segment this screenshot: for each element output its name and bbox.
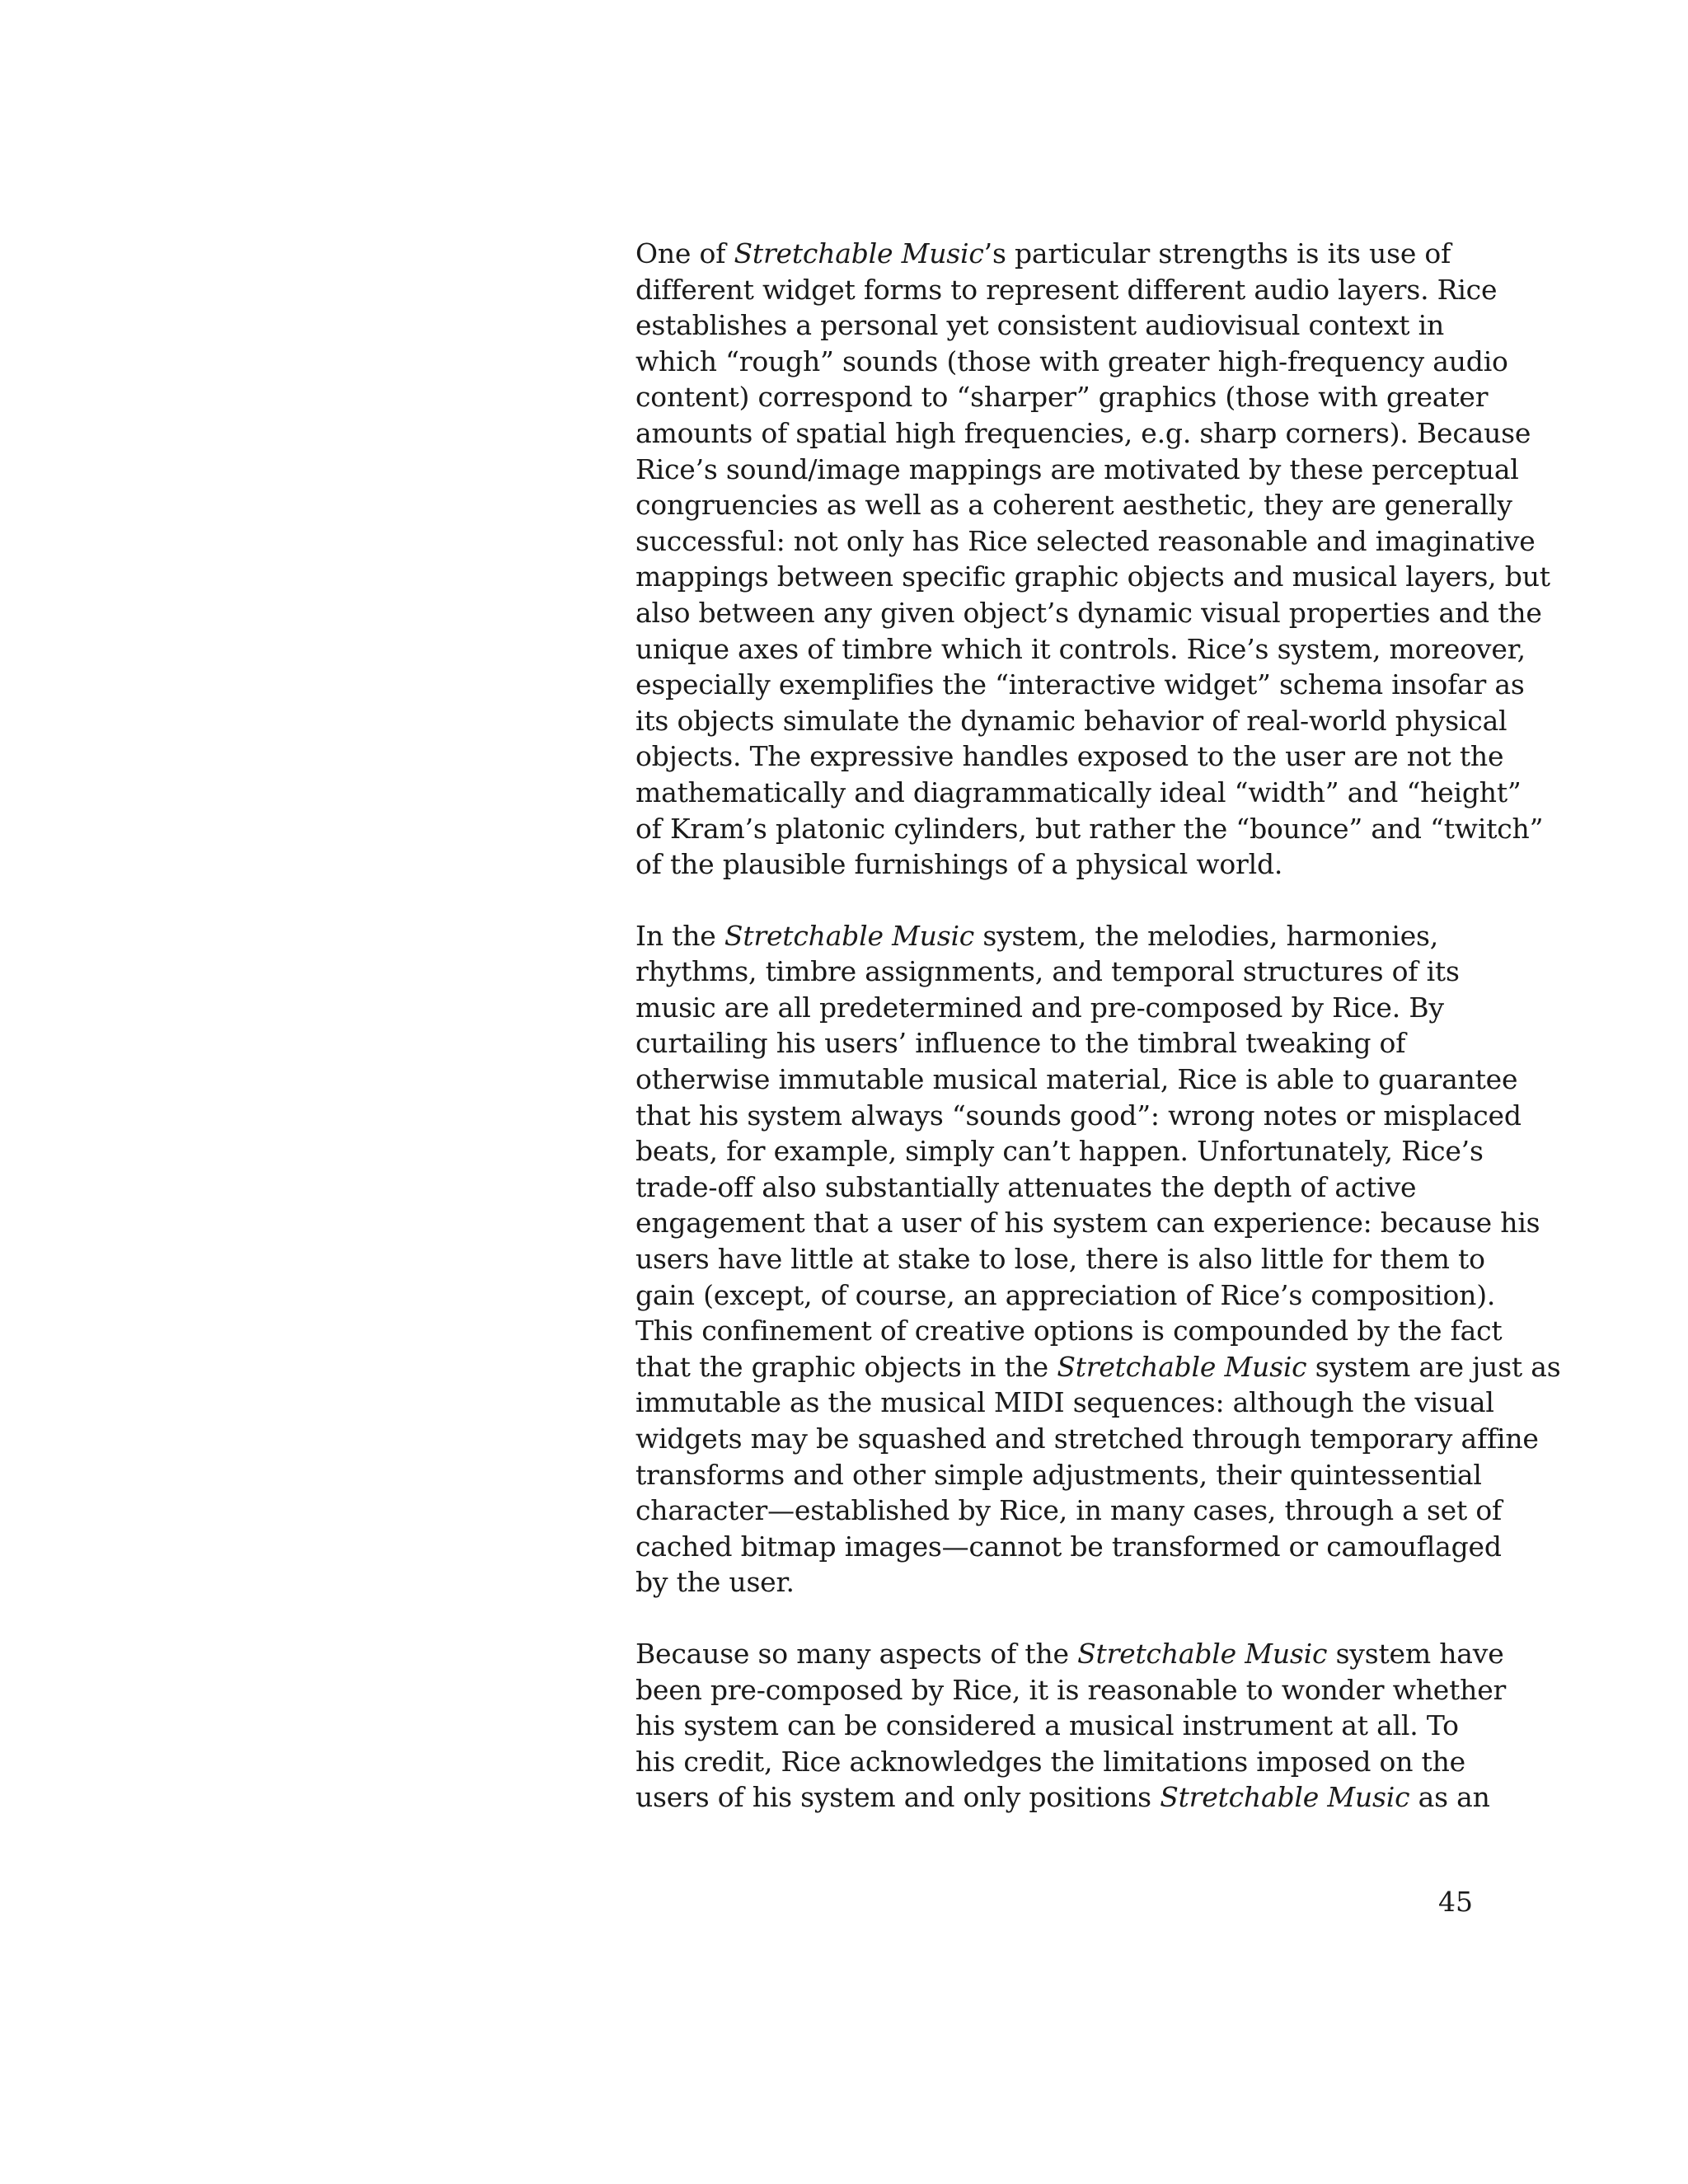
text-run: as an bbox=[1409, 1781, 1490, 1814]
text-line bbox=[635, 1779, 1490, 1816]
text-run: transforms and other simple adjustments, their quintessential bbox=[635, 1458, 1482, 1491]
text-run: also between any given object’s dynamic visual properties and the bbox=[635, 596, 1542, 629]
text-run: of the plausible furnishings of a physical world. bbox=[635, 848, 1283, 881]
text-line bbox=[635, 1564, 1476, 1601]
text-run: music are all predetermined and pre-composed by Rice. By bbox=[635, 991, 1444, 1024]
text-run: immutable as the musical MIDI sequences: although the visual bbox=[635, 1386, 1494, 1419]
text-run: ’s particular strengths is its use of bbox=[983, 237, 1451, 269]
text-run: that the graphic objects in the bbox=[635, 1350, 1057, 1383]
text-line bbox=[635, 1708, 1476, 1744]
text-run: Because so many aspects of the bbox=[635, 1637, 1078, 1670]
paragraph bbox=[635, 236, 1550, 883]
text-line bbox=[635, 595, 1542, 631]
text-run: system, the melodies, harmonies, bbox=[974, 919, 1439, 952]
text-line bbox=[635, 559, 1550, 595]
text-line bbox=[635, 523, 1536, 560]
body-text bbox=[635, 236, 1561, 1816]
text-run: content) correspond to “sharper” graphics (those with greater bbox=[635, 381, 1489, 414]
text-line bbox=[635, 1241, 1485, 1277]
page-number: 45 bbox=[1438, 1886, 1473, 1918]
italic-title: Stretchable Music bbox=[724, 919, 975, 952]
text-line bbox=[635, 1529, 1502, 1565]
text-line bbox=[635, 1636, 1504, 1672]
text-run: character—established by Rice, in many cases, through a set of bbox=[635, 1494, 1503, 1527]
text-run: different widget forms to represent different audio layers. Rice bbox=[635, 273, 1498, 306]
text-line bbox=[635, 954, 1476, 990]
text-run: rhythms, timbre assignments, and temporal structures of its bbox=[635, 955, 1460, 988]
text-run: engagement that a user of his system can experience: because his bbox=[635, 1207, 1540, 1240]
text-line bbox=[635, 379, 1489, 415]
text-run: been pre-composed by Rice, it is reasonable to wonder whether bbox=[635, 1673, 1507, 1706]
text-run: curtailing his users’ influence to the timbral tweaking of bbox=[635, 1027, 1406, 1060]
text-line bbox=[635, 1098, 1522, 1134]
text-run: Rice’s sound/image mappings are motivated by these perceptual bbox=[635, 452, 1519, 485]
text-run: cached bitmap images—cannot be transformed or camouflaged bbox=[635, 1530, 1502, 1563]
text-run: This confinement of creative options is compounded by the fact bbox=[635, 1315, 1503, 1347]
text-run: establishes a personal yet consistent audiovisual context in bbox=[635, 309, 1445, 342]
text-run: In the bbox=[635, 919, 724, 952]
text-line bbox=[635, 1493, 1503, 1529]
text-line bbox=[635, 1672, 1507, 1708]
text-line bbox=[635, 415, 1531, 452]
text-run: mappings between specific graphic objects and musical layers, but bbox=[635, 560, 1550, 593]
text-run: mathematically and diagrammatically ideal “width” and “height” bbox=[635, 776, 1522, 808]
text-line bbox=[635, 846, 1476, 883]
text-line bbox=[635, 631, 1526, 668]
italic-title: Stretchable Music bbox=[1057, 1350, 1307, 1383]
text-run: beats, for example, simply can’t happen. Unfortunately, Rice’s bbox=[635, 1135, 1484, 1168]
text-line bbox=[635, 1025, 1476, 1062]
text-line bbox=[635, 1169, 1476, 1206]
text-run: successful: not only has Rice selected reasonable and imaginative bbox=[635, 524, 1536, 557]
text-run: by the user. bbox=[635, 1566, 795, 1599]
text-run: users of his system and only positions bbox=[635, 1781, 1160, 1814]
text-line bbox=[635, 344, 1508, 380]
text-line bbox=[635, 307, 1476, 344]
text-run: its objects simulate the dynamic behavior of real-world physical bbox=[635, 704, 1507, 737]
text-line bbox=[635, 1133, 1484, 1169]
text-line bbox=[635, 1385, 1494, 1421]
italic-title: Stretchable Music bbox=[734, 237, 984, 269]
text-line bbox=[635, 1421, 1539, 1457]
text-line bbox=[635, 775, 1522, 811]
text-run: his system can be considered a musical instrument at all. To bbox=[635, 1709, 1459, 1742]
text-line bbox=[635, 1744, 1476, 1780]
text-line bbox=[635, 236, 1476, 272]
text-run: One of bbox=[635, 237, 734, 269]
text-run: that his system always “sounds good”: wrong notes or misplaced bbox=[635, 1099, 1522, 1132]
text-line bbox=[635, 487, 1512, 523]
text-line bbox=[635, 811, 1544, 847]
text-line bbox=[635, 738, 1504, 775]
text-run: which “rough” sounds (those with greater high-frequency audio bbox=[635, 344, 1508, 377]
text-run: users have little at stake to lose, there is also little for them to bbox=[635, 1243, 1485, 1276]
text-run: congruencies as well as a coherent aesthetic, they are generally bbox=[635, 489, 1512, 522]
text-run: gain (except, of course, an appreciation of Rice’s composition). bbox=[635, 1278, 1496, 1311]
text-line bbox=[635, 667, 1525, 703]
text-run: objects. The expressive handles exposed to the user are not the bbox=[635, 740, 1504, 773]
text-line bbox=[635, 1277, 1496, 1314]
text-line bbox=[635, 1062, 1518, 1098]
text-line bbox=[635, 1205, 1540, 1241]
paragraph bbox=[635, 1636, 1507, 1816]
text-run: widgets may be squashed and stretched through temporary affine bbox=[635, 1422, 1539, 1455]
text-run: system are just as bbox=[1306, 1350, 1561, 1383]
text-line bbox=[635, 918, 1476, 954]
text-run: especially exemplifies the “interactive widget” schema insofar as bbox=[635, 668, 1525, 701]
text-line bbox=[635, 272, 1498, 308]
italic-title: Stretchable Music bbox=[1077, 1637, 1328, 1670]
text-run: system have bbox=[1327, 1637, 1504, 1670]
text-run: amounts of spatial high frequencies, e.g. sharp corners). Because bbox=[635, 416, 1531, 449]
text-run: otherwise immutable musical material, Rice is able to guarantee bbox=[635, 1063, 1518, 1096]
text-run: trade-off also substantially attenuates the depth of active bbox=[635, 1170, 1417, 1203]
paragraph bbox=[635, 918, 1561, 1601]
text-line bbox=[635, 703, 1507, 739]
text-line bbox=[635, 1313, 1503, 1349]
text-run: his credit, Rice acknowledges the limitations imposed on the bbox=[635, 1745, 1466, 1778]
italic-title: Stretchable Music bbox=[1160, 1781, 1410, 1814]
text-run: of Kram’s platonic cylinders, but rather the “bounce” and “twitch” bbox=[635, 812, 1544, 845]
text-line bbox=[635, 1349, 1561, 1385]
text-line bbox=[635, 1457, 1482, 1493]
text-line bbox=[635, 452, 1519, 488]
text-line bbox=[635, 990, 1476, 1026]
text-run: unique axes of timbre which it controls. Rice’s system, moreover, bbox=[635, 632, 1526, 665]
